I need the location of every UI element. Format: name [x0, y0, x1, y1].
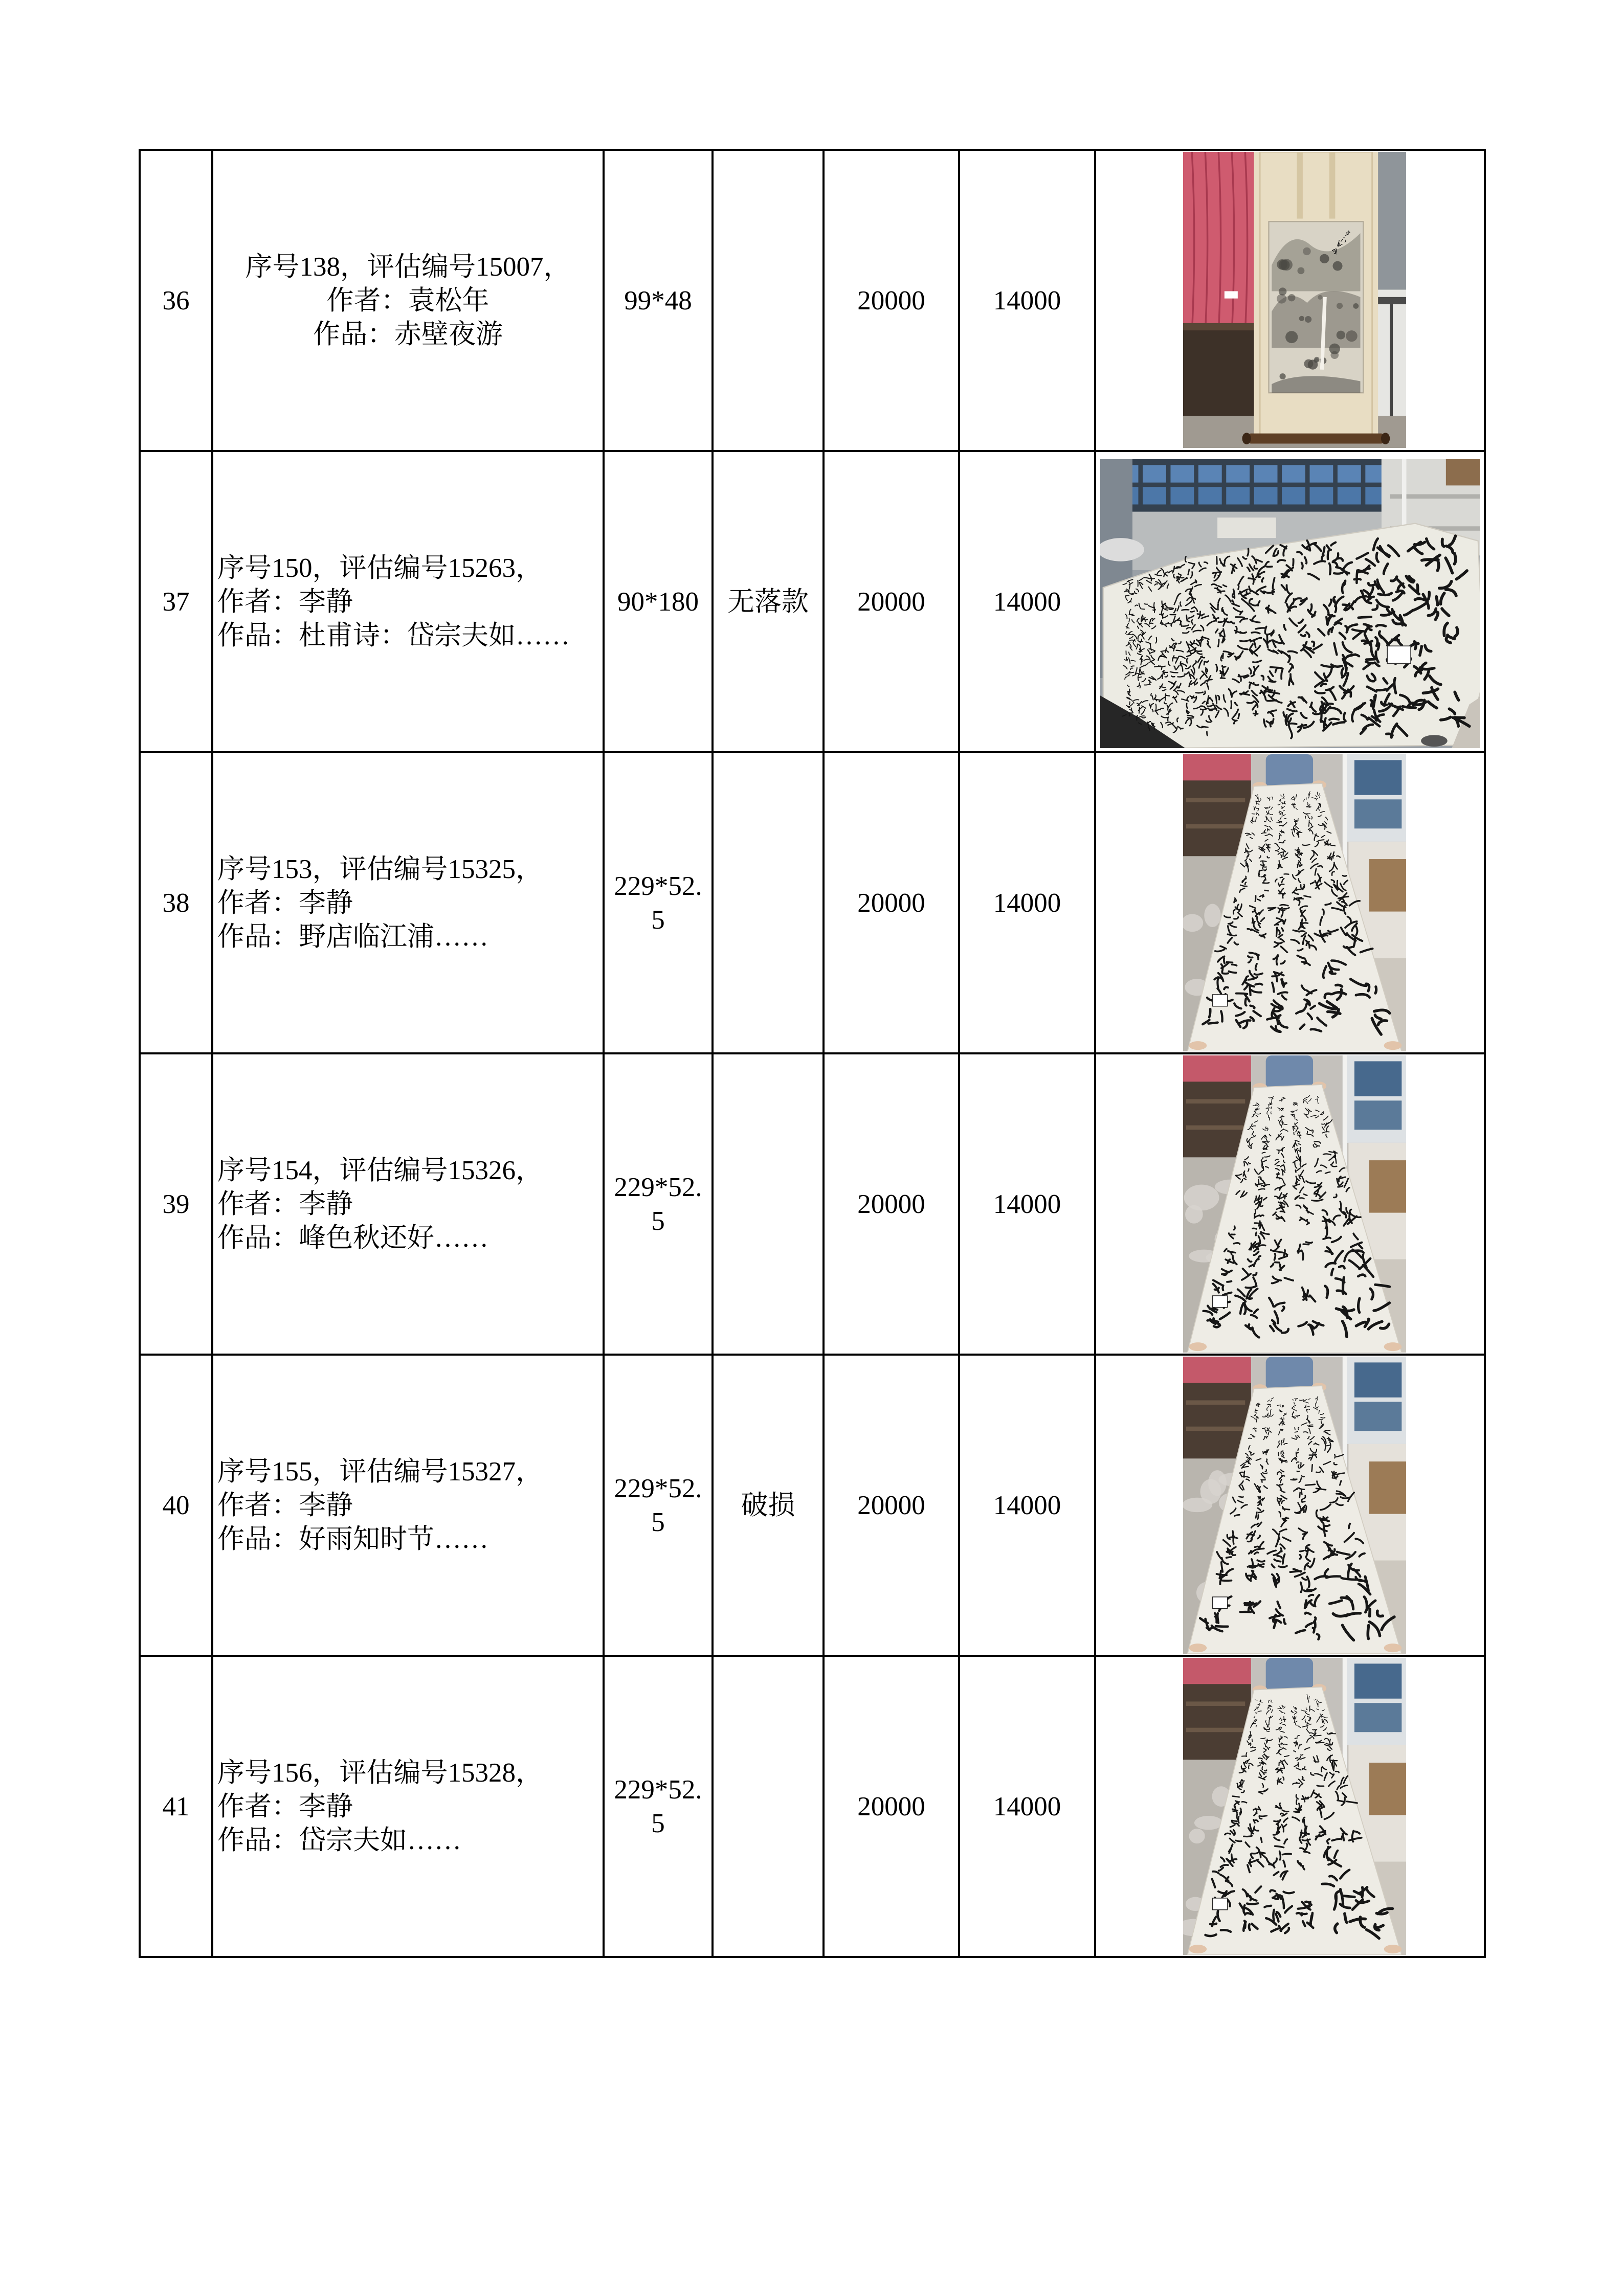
artwork-size: 99*48 [604, 150, 713, 451]
artwork-description [212, 1656, 604, 1957]
artwork-photo [1183, 754, 1406, 1051]
artwork-description [212, 752, 604, 1053]
serial-line: 序号150，评估编号15263， [217, 553, 543, 583]
author-line: 作者：袁松年 [326, 285, 490, 316]
artwork-photo-cell [1095, 1355, 1485, 1656]
work-line: 作品：野店临江浦…… [217, 921, 488, 952]
artwork-photo-cell [1095, 1053, 1485, 1355]
artwork-photo-cell [1095, 451, 1485, 752]
author-line: 作者：李静 [217, 587, 353, 617]
price-estimate: 20000 [824, 150, 959, 451]
artwork-note [713, 1656, 824, 1957]
artwork-photo [1183, 1055, 1406, 1353]
price-estimate: 20000 [824, 752, 959, 1053]
work-line: 作品：好雨知时节…… [217, 1524, 488, 1554]
artwork-photo-cell [1095, 1656, 1485, 1957]
artwork-photo-cell [1095, 752, 1485, 1053]
artwork-note: 无落款 [713, 451, 824, 752]
artwork-note: 破损 [713, 1355, 824, 1656]
serial-line: 序号153，评估编号15325， [217, 854, 543, 884]
artwork-size: 229*52.5 [604, 1355, 713, 1656]
artwork-description [212, 1053, 604, 1355]
author-line: 作者：李静 [217, 1791, 353, 1821]
table-row [140, 752, 1485, 1053]
price-estimate: 20000 [824, 1656, 959, 1957]
artwork-size: 229*52.5 [604, 1656, 713, 1957]
artwork-size: 229*52.5 [604, 752, 713, 1053]
price-reserve: 14000 [959, 451, 1095, 752]
price-reserve: 14000 [959, 1656, 1095, 1957]
artwork-description [212, 451, 604, 752]
price-reserve: 14000 [959, 1355, 1095, 1656]
artwork-description [212, 150, 604, 451]
work-line: 作品：峰色秋还好…… [217, 1223, 488, 1253]
artwork-table [139, 149, 1486, 1958]
author-line: 作者：李静 [217, 1490, 353, 1520]
price-reserve: 14000 [959, 150, 1095, 451]
author-line: 作者：李静 [217, 888, 353, 918]
serial-line: 序号155，评估编号15327， [217, 1456, 543, 1487]
artwork-note [713, 752, 824, 1053]
artwork-size: 229*52.5 [604, 1053, 713, 1355]
row-index: 40 [140, 1355, 212, 1656]
artwork-photo [1183, 1357, 1406, 1654]
table-row [140, 1355, 1485, 1656]
artwork-photo-cell [1095, 150, 1485, 451]
row-index: 38 [140, 752, 212, 1053]
row-index: 39 [140, 1053, 212, 1355]
artwork-note [713, 150, 824, 451]
table-row [140, 451, 1485, 752]
price-reserve: 14000 [959, 752, 1095, 1053]
price-estimate: 20000 [824, 1053, 959, 1355]
table-row [140, 1656, 1485, 1957]
row-index: 36 [140, 150, 212, 451]
artwork-photo [1100, 459, 1480, 748]
price-reserve: 14000 [959, 1053, 1095, 1355]
row-index: 37 [140, 451, 212, 752]
price-estimate: 20000 [824, 451, 959, 752]
table-row [140, 1053, 1485, 1355]
artwork-photo [1183, 152, 1406, 448]
serial-line: 序号156，评估编号15328， [217, 1758, 543, 1788]
table-row [140, 150, 1485, 451]
row-index: 41 [140, 1656, 212, 1957]
price-estimate: 20000 [824, 1355, 959, 1656]
artwork-size: 90*180 [604, 451, 713, 752]
work-line: 作品：杜甫诗：岱宗夫如…… [217, 620, 570, 650]
serial-line: 序号138，评估编号15007， [245, 252, 571, 282]
author-line: 作者：李静 [217, 1189, 353, 1219]
artwork-note [713, 1053, 824, 1355]
serial-line: 序号154，评估编号15326， [217, 1155, 543, 1185]
artwork-photo [1183, 1658, 1406, 1955]
artwork-description [212, 1355, 604, 1656]
work-line: 作品：岱宗夫如…… [217, 1825, 461, 1855]
work-line: 作品：赤壁夜游 [313, 319, 503, 349]
